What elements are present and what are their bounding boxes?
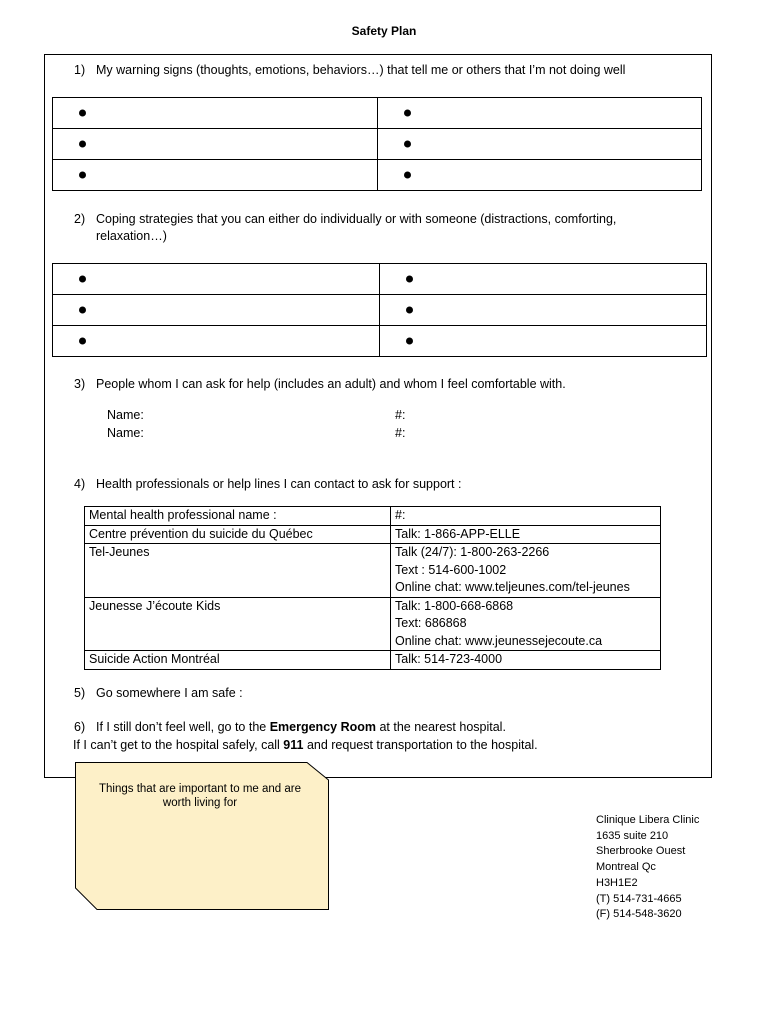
bullet-icon (79, 172, 86, 179)
resource-contact (391, 507, 661, 526)
contact-line: Online chat: www.teljeunes.com/tel-jeunes (395, 580, 630, 594)
page-title: Safety Plan (351, 24, 417, 38)
section-5-heading (74, 685, 243, 702)
section-number: 4) (74, 477, 86, 491)
contact-name-label[interactable]: Name: (107, 426, 144, 440)
contact-line: Text: 686868 (395, 616, 467, 630)
clinic-postal-code: H3H1E2 (596, 876, 638, 889)
coping-strategy-cell[interactable] (380, 295, 707, 326)
section-6-heading (74, 719, 506, 736)
contact-line: Talk (24/7): 1-800-263-2266 (395, 545, 550, 559)
contact-line: #: (395, 508, 406, 522)
clinic-city: Montreal Qc (596, 861, 656, 874)
contact-number-label[interactable]: #: (395, 426, 406, 440)
section-text: Health professionals or help lines I can contact to ask for support : (96, 477, 462, 491)
contact-line: Online chat: www.jeunessejecoute.ca (395, 633, 603, 648)
bullet-icon (79, 276, 86, 283)
section-number: 2) (74, 212, 86, 226)
section-text: relaxation…) (96, 229, 167, 243)
sticky-note-text: Things that are important to me and are worth living for (99, 783, 301, 809)
resource-name: Jeunesse J’écoute Kids (85, 597, 391, 651)
resource-name: Centre prévention du suicide du Québec (85, 525, 391, 544)
clinic-street: 1635 suite 210 (596, 829, 669, 842)
resource-contact (391, 651, 661, 670)
section-text: and request transportation to the hospital. (303, 738, 538, 752)
table-row (85, 597, 661, 651)
section-text: If I still don’t feel well, go to the (96, 720, 270, 734)
contact-line: Talk: 1-866-APP-ELLE (395, 526, 521, 541)
bullet-icon (406, 307, 413, 314)
clinic-street-2: Sherbrooke Ouest (596, 845, 686, 858)
clinic-name: Clinique Libera Clinic (596, 814, 700, 826)
section-number: 5) (74, 686, 86, 700)
emergency-room-text: Emergency Room (269, 720, 376, 734)
warning-sign-cell[interactable] (53, 160, 378, 191)
resource-name: Tel-Jeunes (85, 544, 391, 598)
contact-number-label[interactable]: #: (395, 408, 406, 422)
coping-strategy-cell[interactable] (53, 295, 380, 326)
resource-contact (391, 544, 661, 598)
warning-sign-cell[interactable] (377, 129, 702, 160)
bullet-icon (79, 307, 86, 314)
section-2-heading (74, 211, 616, 245)
section-text: If I can’t get to the hospital safely, call (73, 738, 284, 752)
clinic-address (596, 813, 699, 923)
emergency-number: 911 (283, 738, 304, 752)
bullet-icon (404, 172, 411, 179)
resource-contact (391, 525, 661, 544)
table-row (85, 544, 661, 598)
bullet-icon (406, 276, 413, 283)
contact-line: Talk: 1-800-668-6868 (395, 598, 514, 613)
bullet-icon (79, 110, 86, 117)
bullet-icon (404, 141, 411, 148)
section-6-line-2 (73, 737, 538, 754)
warning-sign-cell[interactable] (377, 98, 702, 129)
section-1-heading (74, 62, 625, 79)
coping-strategy-cell[interactable] (53, 326, 380, 357)
sticky-note[interactable] (75, 762, 329, 910)
bullet-icon (404, 110, 411, 117)
section-text: Go somewhere I am safe : (96, 686, 243, 700)
table-row (85, 525, 661, 544)
coping-strategy-cell[interactable] (380, 326, 707, 357)
warning-sign-cell[interactable] (53, 98, 378, 129)
warning-sign-cell[interactable] (53, 129, 378, 160)
section-4-heading (74, 476, 461, 493)
section-number: 3) (74, 377, 86, 391)
coping-strategy-cell[interactable] (380, 264, 707, 295)
table-row (85, 651, 661, 670)
section-text: at the nearest hospital. (375, 720, 506, 734)
contact-line: Talk: 514-723-4000 (395, 652, 503, 666)
coping-strategy-cell[interactable] (53, 264, 380, 295)
bullet-icon (79, 141, 86, 148)
resource-name: Suicide Action Montréal (85, 651, 391, 670)
resource-name: Mental health professional name : (85, 507, 391, 526)
clinic-fax: (F) 514-548-3620 (596, 908, 682, 921)
section-text: Coping strategies that you can either do individually or with someone (distractions, comforting, (96, 212, 617, 226)
section-text: My warning signs (thoughts, emotions, behaviors…) that tell me or others that I’m not doing well (96, 63, 626, 77)
help-lines-table (84, 506, 661, 670)
section-number: 1) (74, 63, 86, 77)
warning-signs-grid (52, 97, 702, 191)
section-3-heading (74, 376, 566, 393)
bullet-icon (79, 338, 86, 345)
contact-name-label[interactable]: Name: (107, 408, 144, 422)
resource-contact (391, 597, 661, 651)
coping-strategies-grid (52, 263, 707, 357)
clinic-phone: (T) 514-731-4665 (596, 892, 682, 905)
section-number: 6) (74, 720, 86, 734)
warning-sign-cell[interactable] (377, 160, 702, 191)
table-row (85, 507, 661, 526)
section-text: People whom I can ask for help (includes an adult) and whom I feel comfortable with. (96, 377, 566, 391)
bullet-icon (406, 338, 413, 345)
contact-line: Text : 514-600-1002 (395, 562, 507, 577)
